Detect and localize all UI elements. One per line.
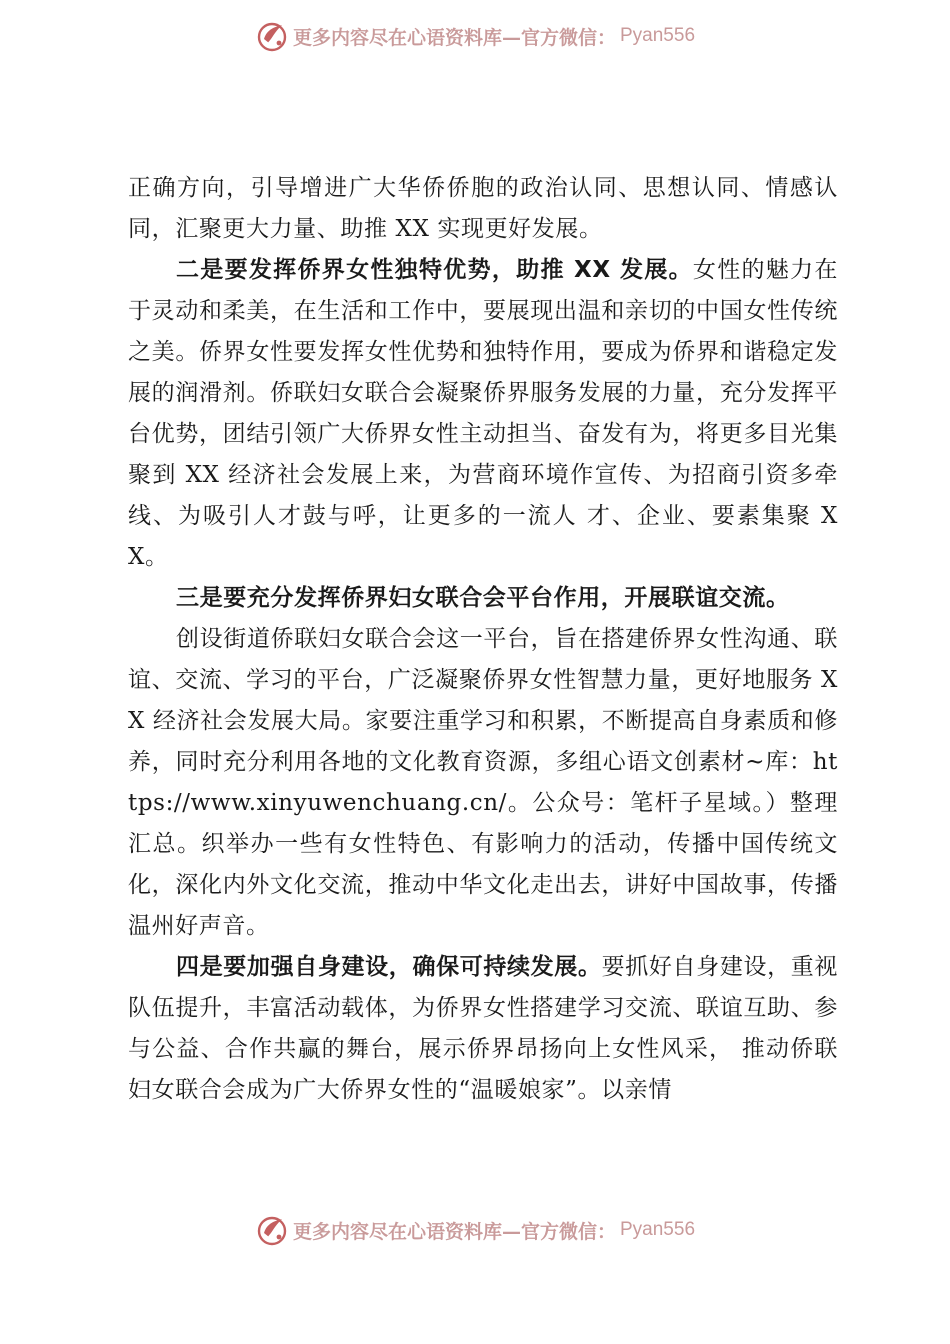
paragraph-4: 创设街道侨联妇女联合会这一平台，旨在搭建侨界女性沟通、联谊、交流、学习的平台，广泛凝聚侨界女性智慧力量，更好地服务 XX 经济社会发展大局。家要注重学习和积累，不断提高自身素质和修养，同时充分利用各地的文化教育资源，多组心语文创素材~库：https://www.xinyuwenchuang.cn/。公众号：笔杆子星域。）整理汇总。织举办一些有女性特色、有影响力的活动，传播中国传统文化，深化内外文化交流，推动中华文化走出去，讲好中国故事，传播温州好声音。 [128, 626, 838, 939]
document-body [128, 168, 838, 1111]
paragraph-1: 正确方向，引导增进广大华侨侨胞的政治认同、思想认同、情感认同，汇聚更大力量、助推 XX 实现更好发展。 [128, 175, 838, 242]
paragraph-5 [128, 947, 838, 1111]
footer-brand-text: 更多内容尽在心语资料库—官方微信： [292, 1220, 616, 1243]
footer-wechat-id: Pyan556 [620, 1219, 696, 1240]
paragraph-3-lead: 三是要充分发挥侨界妇女联合会平台作用，开展联谊交流。 [176, 585, 790, 611]
header-wechat-id: Pyan556 [620, 25, 696, 46]
paragraph-3-heading [128, 578, 838, 619]
paragraph-5-text: 要抓好自身建设，重视队伍提升，丰富活动载体，为侨界女性搭建学习交流、联谊互助、参与公益、合作共赢的舞台，展示侨界昂扬向上女性风采， 推动侨联妇女联合会成为广大侨界女性的“温暖娘家”。以亲情 [128, 954, 838, 1103]
paragraph-2 [128, 250, 838, 578]
footer-banner [0, 1210, 950, 1250]
paragraph-2-lead: 二是要发挥侨界女性独特优势，助推 XX 发展。 [176, 257, 693, 283]
paragraph-2-text: 女性的魅力在于灵动和柔美，在生活和工作中，要展现出温和亲切的中国女性传统之美。侨界女性要发挥女性优势和独特作用，要成为侨界和谐稳定发展的润滑剂。侨联妇女联合会凝聚侨界服务发展的力量，充分发挥平台优势，团结引领广大侨界女性主动担当、奋发有为，将更多目光集聚到 XX 经济社会发展上来，为营商环境作宣传、为招商引资多牵线、为吸引人才鼓与呼，让更多的一流人 才、企业、要素集聚 XX。 [128, 257, 839, 570]
header-brand-text: 更多内容尽在心语资料库—官方微信： [292, 26, 616, 49]
paragraph-5-lead: 四是要加强自身建设，确保可持续发展。 [176, 954, 602, 980]
brand-logo-icon [255, 19, 289, 53]
footer-logo-icon [255, 1213, 289, 1247]
header-banner [0, 16, 950, 56]
